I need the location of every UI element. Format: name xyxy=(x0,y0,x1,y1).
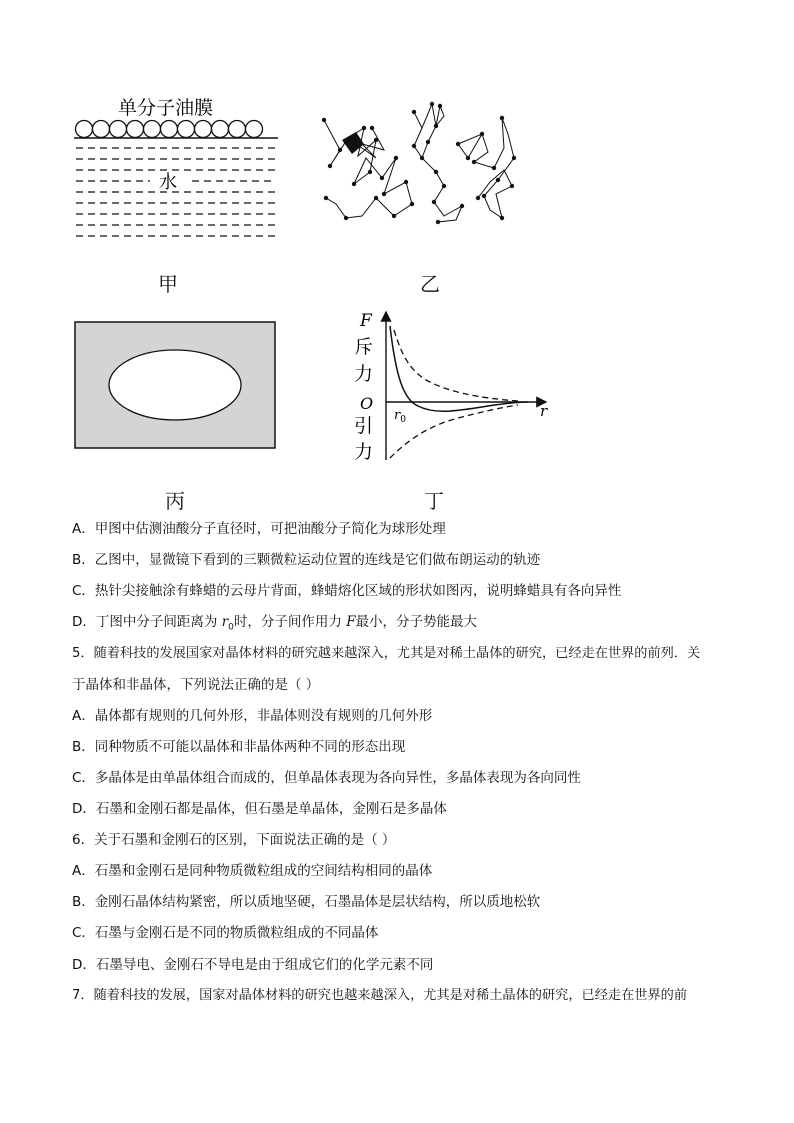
q5-stem-line2: 于晶体和非晶体，下列说法正确的是（ ） xyxy=(72,677,320,693)
caption-bing: 丙 xyxy=(165,489,185,513)
particle-path-3 xyxy=(458,118,514,218)
repulsion-curve xyxy=(394,330,518,401)
repulsion-label-2: 力 xyxy=(354,363,374,385)
repulsion-label-1: 斥 xyxy=(354,336,374,358)
q6-option-a: A．石墨和金刚石是同种物质微粒组成的空间结构相同的晶体 xyxy=(72,863,433,879)
q4-d-text-2: 时，分子间作用力 xyxy=(233,614,347,630)
attraction-label-1: 引 xyxy=(354,415,374,437)
q4-d-text-1: D．丁图中分子间距离为 xyxy=(72,614,222,630)
q4-d-f: F xyxy=(346,614,356,630)
q5-option-d: D．石墨和金刚石都是晶体，但石墨是单晶体，金刚石是多晶体 xyxy=(72,801,447,817)
particle-path-2 xyxy=(414,104,462,222)
figure-ding xyxy=(348,306,558,464)
q4-option-a: A．甲图中估测油酸分子直径时，可把油酸分子简化为球形处理 xyxy=(72,521,446,537)
oil-film-diagram xyxy=(70,92,280,252)
water-label: 水 xyxy=(159,172,177,193)
caption-ding: 丁 xyxy=(424,489,444,513)
q6-option-b: B．金刚石晶体结构紧密，所以质地坚硬，石墨晶体是层状结构，所以质地松软 xyxy=(72,894,541,910)
q4-option-d xyxy=(72,612,477,638)
net-force-curve xyxy=(390,326,528,411)
q6-option-c: C．石墨与金刚石是不同的物质微粒组成的不同晶体 xyxy=(72,925,379,941)
q5-option-b: B．同种物质不可能以晶体和非晶体两种不同的形态出现 xyxy=(72,739,406,755)
q4-option-c: C．热针尖接触涂有蜂蜡的云母片背面，蜂蜡熔化区域的形状如图丙，说明蜂蜡具有各向异性 xyxy=(72,583,622,599)
f-axis-label: F xyxy=(360,311,372,331)
oil-molecules xyxy=(76,121,263,138)
q4-d-r: r xyxy=(221,614,229,630)
r-axis-label: r xyxy=(540,402,548,420)
melted-wax-region xyxy=(109,350,241,420)
q4-d-sub: 0 xyxy=(228,622,234,633)
caption-yi: 乙 xyxy=(420,272,440,296)
q7-stem-line1: 7．随着科技的发展，国家对晶体材料的研究也越来越深入，尤其是对稀土晶体的研究，已经走在世界的前 xyxy=(72,988,688,1003)
mica-wax-diagram xyxy=(74,321,276,449)
attraction-curve xyxy=(390,405,518,458)
film-label: 单分子油膜 xyxy=(118,97,214,119)
q4-option-b: B．乙图中，显微镜下看到的三颗微粒运动位置的连线是它们做布朗运动的轨迹 xyxy=(72,552,541,568)
figure-yi xyxy=(318,98,528,233)
r0-label: $r_0$ xyxy=(394,408,406,425)
q4-d-text-3: 最小，分子势能最大 xyxy=(355,614,478,630)
figure-bing xyxy=(74,321,276,449)
origin-label: O xyxy=(360,394,374,413)
force-distance-graph xyxy=(348,306,558,464)
q5-option-c: C．多晶体是由单晶体组合而成的，但单晶体表现为各向异性，多晶体表现为各向同性 xyxy=(72,770,581,786)
particle-cluster xyxy=(342,132,364,154)
q5-stem-line1: 5．随着科技的发展国家对晶体材料的研究越来越深入，尤其是对稀土晶体的研究，已经走在世界的前列．关 xyxy=(72,646,701,661)
q5-option-a: A．晶体都有规则的几何外形，非晶体则没有规则的几何外形 xyxy=(72,708,433,724)
figure-jia xyxy=(70,92,280,252)
q6-stem: 6．关于石墨和金刚石的区别，下面说法正确的是（ ） xyxy=(72,832,396,848)
particle-positions xyxy=(322,102,516,224)
attraction-label-2: 力 xyxy=(354,441,374,463)
brownian-motion-diagram xyxy=(318,98,528,233)
q6-option-d: D．石墨导电、金刚石不导电是由于组成它们的化学元素不同 xyxy=(72,957,434,973)
particle-path-1 xyxy=(324,120,412,218)
caption-jia: 甲 xyxy=(158,272,178,296)
